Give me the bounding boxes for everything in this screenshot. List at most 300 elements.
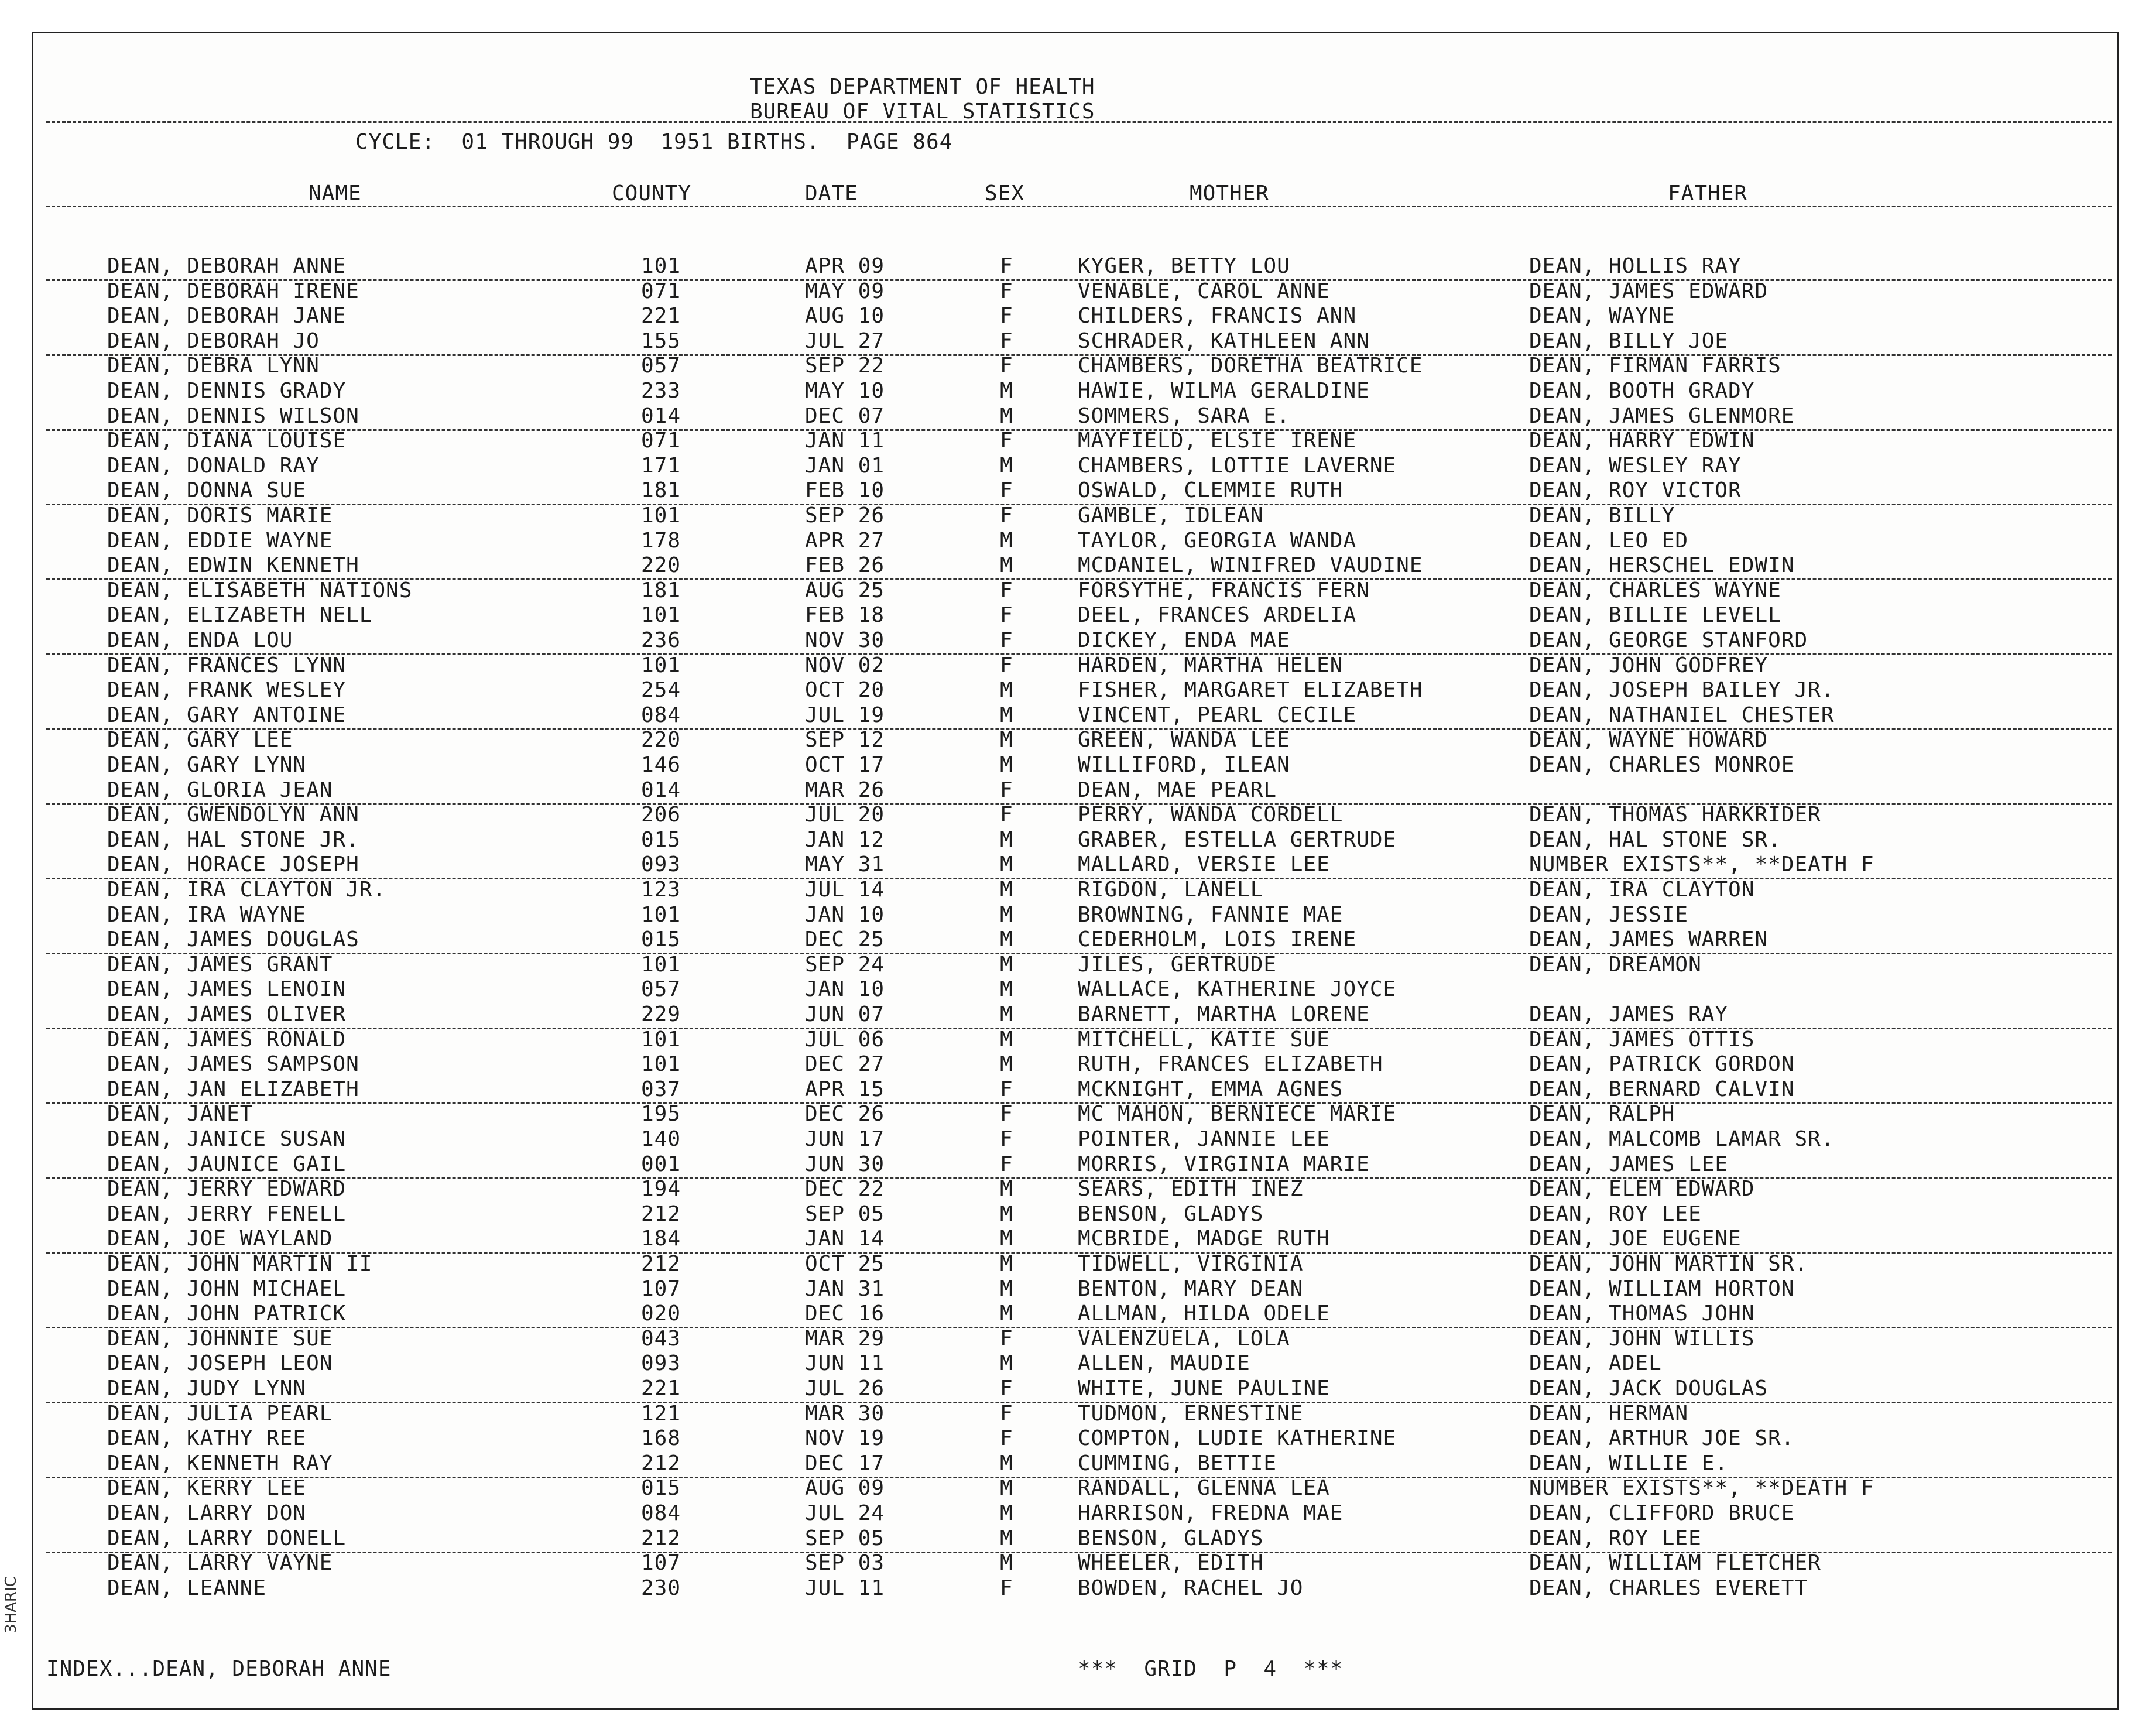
cell-sex: M: [1000, 728, 1013, 752]
cell-date: JUN 07: [805, 1002, 885, 1026]
cell-name: DEAN, HAL STONE JR.: [107, 827, 359, 852]
table-row: [33, 1228, 2117, 1253]
cell-mother: MCBRIDE, MADGE RUTH: [1078, 1227, 1330, 1251]
cell-father: NUMBER EXISTS**, **DEATH F: [1529, 1476, 1874, 1501]
cell-father: DEAN, WAYNE HOWARD: [1529, 728, 1769, 752]
cell-mother: MCKNIGHT, EMMA AGNES: [1078, 1077, 1344, 1101]
table-row: [33, 680, 2117, 704]
cell-sex: M: [1000, 1276, 1013, 1301]
cell-date: JUL 26: [805, 1377, 885, 1401]
cell-county: 254: [641, 678, 681, 703]
cell-sex: F: [1000, 254, 1013, 278]
cell-father: DEAN, FIRMAN FARRIS: [1529, 354, 1781, 378]
cell-date: DEC 17: [805, 1451, 885, 1475]
cell-name: DEAN, JAMES SAMPSON: [107, 1052, 359, 1077]
cell-name: DEAN, GARY LYNN: [107, 753, 307, 777]
cell-date: DEC 25: [805, 927, 885, 952]
cell-name: DEAN, KATHY REE: [107, 1426, 307, 1451]
cell-name: DEAN, LARRY VAYNE: [107, 1551, 333, 1576]
cell-mother: BROWNING, FANNIE MAE: [1078, 902, 1344, 927]
cell-sex: M: [1000, 852, 1013, 877]
cell-mother: CHAMBERS, DORETHA BEATRICE: [1078, 354, 1423, 378]
cell-county: 101: [641, 254, 681, 278]
cell-father: DEAN, RALPH: [1529, 1102, 1675, 1126]
cell-date: SEP 03: [805, 1551, 885, 1576]
cell-mother: CHAMBERS, LOTTIE LAVERNE: [1078, 453, 1397, 478]
cell-name: DEAN, JAMES OLIVER: [107, 1002, 347, 1026]
cell-date: MAY 31: [805, 852, 885, 877]
cell-name: DEAN, DEBORAH IRENE: [107, 279, 359, 303]
cell-name: DEAN, FRANCES LYNN: [107, 653, 347, 677]
cell-county: 093: [641, 1351, 681, 1376]
cell-sex: M: [1000, 1201, 1013, 1226]
cell-mother: WALLACE, KATHERINE JOYCE: [1078, 977, 1397, 1002]
cell-sex: F: [1000, 1377, 1013, 1401]
table-row: [33, 480, 2117, 505]
cell-name: DEAN, GARY LEE: [107, 728, 293, 752]
cell-name: DEAN, JANICE SUSAN: [107, 1127, 347, 1151]
cell-sex: M: [1000, 827, 1013, 852]
cell-county: 184: [641, 1227, 681, 1251]
cell-county: 101: [641, 902, 681, 927]
cell-mother: VINCENT, PEARL CECILE: [1078, 703, 1357, 727]
cell-county: 194: [641, 1177, 681, 1201]
cell-father: DEAN, JESSIE: [1529, 902, 1689, 927]
cell-sex: F: [1000, 1102, 1013, 1126]
cell-date: JUL 27: [805, 328, 885, 353]
table-row: [33, 979, 2117, 1004]
table-row: [33, 555, 2117, 580]
cell-county: 084: [641, 703, 681, 727]
cell-county: 015: [641, 1476, 681, 1501]
microfilm-page: [32, 32, 2119, 1710]
side-margin-mark: 3HARIC: [2, 1576, 20, 1634]
column-header-father: FATHER: [1668, 182, 1748, 206]
cell-sex: F: [1000, 1576, 1013, 1600]
cell-sex: M: [1000, 927, 1013, 952]
cell-mother: WILLIFORD, ILEAN: [1078, 753, 1290, 777]
cell-name: DEAN, ELIZABETH NELL: [107, 603, 373, 628]
cell-mother: PERRY, WANDA CORDELL: [1078, 803, 1344, 827]
cell-mother: KYGER, BETTY LOU: [1078, 254, 1290, 278]
cell-mother: VENABLE, CAROL ANNE: [1078, 279, 1330, 303]
table-row: [33, 1129, 2117, 1153]
cell-date: MAR 29: [805, 1326, 885, 1351]
cell-county: 168: [641, 1426, 681, 1451]
cell-county: 015: [641, 927, 681, 952]
cell-county: 071: [641, 429, 681, 453]
cell-date: MAR 30: [805, 1401, 885, 1426]
cell-name: DEAN, JOHNNIE SUE: [107, 1326, 333, 1351]
cell-father: DEAN, JAMES GLENMORE: [1529, 403, 1795, 428]
cell-mother: POINTER, JANNIE LEE: [1078, 1127, 1330, 1151]
cell-county: 146: [641, 753, 681, 777]
cell-mother: FISHER, MARGARET ELIZABETH: [1078, 678, 1423, 703]
cell-county: 195: [641, 1102, 681, 1126]
cell-sex: M: [1000, 878, 1013, 902]
cell-name: DEAN, DEBORAH JANE: [107, 304, 347, 328]
cell-mother: CHILDERS, FRANCIS ANN: [1078, 304, 1357, 328]
table-row: [33, 902, 2117, 929]
cell-date: JUN 11: [805, 1351, 885, 1376]
cell-father: DEAN, JOE EUGENE: [1529, 1227, 1742, 1251]
cell-county: 014: [641, 403, 681, 428]
cell-mother: MORRIS, VIRGINIA MARIE: [1078, 1152, 1370, 1176]
cell-date: JUL 14: [805, 878, 885, 902]
cell-father: DEAN, HERMAN: [1529, 1401, 1689, 1426]
cell-mother: HARRISON, FREDNA MAE: [1078, 1501, 1344, 1525]
cell-sex: M: [1000, 678, 1013, 703]
cell-father: DEAN, GEORGE STANFORD: [1529, 628, 1808, 652]
cell-county: 020: [641, 1302, 681, 1326]
cell-sex: F: [1000, 354, 1013, 378]
table-row: [33, 1054, 2117, 1078]
index-line: INDEX...DEAN, DEBORAH ANNE: [46, 1657, 392, 1681]
cell-county: 037: [641, 1077, 681, 1101]
cell-name: DEAN, JAMES DOUGLAS: [107, 927, 359, 952]
cell-father: DEAN, BILLIE LEVELL: [1529, 603, 1781, 628]
cell-name: DEAN, JAUNICE GAIL: [107, 1152, 347, 1176]
cell-sex: F: [1000, 1326, 1013, 1351]
cell-father: DEAN, HOLLIS RAY: [1529, 254, 1742, 278]
cell-sex: F: [1000, 279, 1013, 303]
cell-mother: TIDWELL, VIRGINIA: [1078, 1252, 1304, 1276]
cell-county: 212: [641, 1252, 681, 1276]
cell-sex: M: [1000, 403, 1013, 428]
cell-father: DEAN, THOMAS HARKRIDER: [1529, 803, 1821, 827]
table-row: [33, 256, 2117, 280]
cell-father: DEAN, ROY LEE: [1529, 1201, 1702, 1226]
cell-sex: M: [1000, 1052, 1013, 1077]
cell-father: DEAN, PATRICK GORDON: [1529, 1052, 1795, 1077]
cell-mother: FORSYTHE, FRANCIS FERN: [1078, 578, 1370, 602]
cell-sex: M: [1000, 902, 1013, 927]
table-row: [33, 605, 2117, 629]
table-row: [33, 281, 2117, 306]
cell-father: DEAN, JAMES LEE: [1529, 1152, 1729, 1176]
cell-date: NOV 30: [805, 628, 885, 652]
cell-father: DEAN, JOHN MARTIN SR.: [1529, 1252, 1808, 1276]
cell-name: DEAN, GLORIA JEAN: [107, 778, 333, 802]
cell-name: DEAN, JAMES LENOIN: [107, 977, 347, 1002]
cell-father: DEAN, ROY VICTOR: [1529, 478, 1742, 503]
cell-sex: F: [1000, 504, 1013, 528]
cell-county: 155: [641, 328, 681, 353]
cell-date: FEB 26: [805, 553, 885, 578]
cell-date: JAN 11: [805, 429, 885, 453]
cell-county: 178: [641, 528, 681, 553]
agency-title: TEXAS DEPARTMENT OF HEALTH: [750, 75, 1095, 99]
cell-sex: F: [1000, 653, 1013, 677]
table-row: [33, 1254, 2117, 1278]
table-row: [33, 505, 2117, 530]
cell-father: DEAN, NATHANIEL CHESTER: [1529, 703, 1835, 727]
column-header-sex: SEX: [985, 182, 1025, 206]
cell-date: SEP 05: [805, 1526, 885, 1550]
cell-date: MAY 09: [805, 279, 885, 303]
cell-father: DEAN, CHARLES WAYNE: [1529, 578, 1781, 602]
table-row: [33, 328, 2117, 355]
cell-date: JAN 10: [805, 902, 885, 927]
cell-date: SEP 24: [805, 952, 885, 977]
cell-sex: M: [1000, 1177, 1013, 1201]
cell-father: DEAN, MALCOMB LAMAR SR.: [1529, 1127, 1835, 1151]
table-row: [33, 355, 2117, 380]
cell-mother: ALLMAN, HILDA ODELE: [1078, 1302, 1330, 1326]
cell-county: 015: [641, 827, 681, 852]
cell-sex: F: [1000, 328, 1013, 353]
table-row: [33, 1478, 2117, 1502]
cell-date: MAR 26: [805, 778, 885, 802]
table-row: [33, 381, 2117, 405]
table-row: [33, 1004, 2117, 1029]
table-row: [33, 1276, 2117, 1303]
cell-county: 212: [641, 1451, 681, 1475]
cell-mother: MALLARD, VERSIE LEE: [1078, 852, 1330, 877]
cell-date: JUL 24: [805, 1501, 885, 1525]
table-row: [33, 705, 2117, 730]
cell-sex: F: [1000, 478, 1013, 503]
cell-mother: HARDEN, MARTHA HELEN: [1078, 653, 1344, 677]
cell-county: 206: [641, 803, 681, 827]
cell-father: DEAN, JAMES WARREN: [1529, 927, 1769, 952]
cell-mother: VALENZUELA, LOLA: [1078, 1326, 1290, 1351]
cell-date: DEC 27: [805, 1052, 885, 1077]
cell-father: NUMBER EXISTS**, **DEATH F: [1529, 852, 1874, 877]
cell-mother: CEDERHOLM, LOIS IRENE: [1078, 927, 1357, 952]
cell-father: DEAN, JOHN WILLIS: [1529, 1326, 1755, 1351]
cell-county: 084: [641, 1501, 681, 1525]
cell-name: DEAN, JOHN PATRICK: [107, 1302, 347, 1326]
cell-mother: GREEN, WANDA LEE: [1078, 728, 1290, 752]
table-row: [33, 530, 2117, 555]
cell-father: DEAN, BERNARD CALVIN: [1529, 1077, 1795, 1101]
cell-father: DEAN, HARRY EDWIN: [1529, 429, 1755, 453]
table-row: [33, 430, 2117, 455]
cell-county: 107: [641, 1551, 681, 1576]
table-row: [33, 1503, 2117, 1528]
table-row: [33, 1428, 2117, 1453]
cell-name: DEAN, JERRY FENELL: [107, 1201, 347, 1226]
cell-name: DEAN, LEANNE: [107, 1576, 267, 1600]
cell-sex: M: [1000, 528, 1013, 553]
cell-father: DEAN, CHARLES MONROE: [1529, 753, 1795, 777]
cell-mother: WHEELER, EDITH: [1078, 1551, 1264, 1576]
table-row: [33, 1528, 2117, 1553]
table-row: [33, 1303, 2117, 1328]
cell-name: DEAN, GWENDOLYN ANN: [107, 803, 359, 827]
table-row: [33, 1403, 2117, 1428]
cell-father: DEAN, ROY LEE: [1529, 1526, 1702, 1550]
cell-name: DEAN, HORACE JOSEPH: [107, 852, 359, 877]
table-row: [33, 827, 2117, 854]
cell-father: DEAN, WILLIAM HORTON: [1529, 1276, 1795, 1301]
cell-name: DEAN, JAMES GRANT: [107, 952, 333, 977]
cell-date: APR 09: [805, 254, 885, 278]
cell-sex: M: [1000, 1027, 1013, 1052]
column-header-name: NAME: [309, 182, 362, 206]
cell-county: 181: [641, 578, 681, 602]
cell-date: JAN 12: [805, 827, 885, 852]
cell-mother: MITCHELL, KATIE SUE: [1078, 1027, 1330, 1052]
cell-county: 121: [641, 1401, 681, 1426]
table-row: [33, 453, 2117, 480]
cell-sex: F: [1000, 578, 1013, 602]
cell-name: DEAN, JOHN MARTIN II: [107, 1252, 373, 1276]
cell-father: DEAN, JAMES EDWARD: [1529, 279, 1769, 303]
cell-sex: M: [1000, 1551, 1013, 1576]
cell-name: DEAN, JOSEPH LEON: [107, 1351, 333, 1376]
cell-sex: M: [1000, 703, 1013, 727]
cell-date: DEC 26: [805, 1102, 885, 1126]
cell-father: DEAN, BOOTH GRADY: [1529, 379, 1755, 403]
cell-father: DEAN, WAYNE: [1529, 304, 1675, 328]
cell-name: DEAN, EDDIE WAYNE: [107, 528, 333, 553]
table-row: [33, 1201, 2117, 1228]
cell-name: DEAN, LARRY DON: [107, 1501, 307, 1525]
cell-mother: COMPTON, LUDIE KATHERINE: [1078, 1426, 1397, 1451]
table-row: [33, 929, 2117, 954]
cell-date: JUL 06: [805, 1027, 885, 1052]
cell-father: DEAN, WESLEY RAY: [1529, 453, 1742, 478]
cell-mother: ALLEN, MAUDIE: [1078, 1351, 1250, 1376]
cell-name: DEAN, KENNETH RAY: [107, 1451, 333, 1475]
cell-father: DEAN, DREAMON: [1529, 952, 1702, 977]
cell-mother: GAMBLE, IDLEAN: [1078, 504, 1264, 528]
cell-sex: F: [1000, 1401, 1013, 1426]
grid-reference: *** GRID P 4 ***: [1078, 1657, 1344, 1681]
cell-date: APR 15: [805, 1077, 885, 1101]
cell-sex: F: [1000, 1152, 1013, 1176]
cell-father: DEAN, LEO ED: [1529, 528, 1689, 553]
cell-sex: M: [1000, 753, 1013, 777]
cell-mother: WHITE, JUNE PAULINE: [1078, 1377, 1330, 1401]
cell-name: DEAN, DEBRA LYNN: [107, 354, 320, 378]
cell-name: DEAN, DORIS MARIE: [107, 504, 333, 528]
cell-county: 123: [641, 878, 681, 902]
table-row: [33, 1578, 2117, 1603]
cell-county: 181: [641, 478, 681, 503]
cell-name: DEAN, JAN ELIZABETH: [107, 1077, 359, 1101]
cell-date: JAN 01: [805, 453, 885, 478]
cell-name: DEAN, ENDA LOU: [107, 628, 293, 652]
cell-date: JUN 30: [805, 1152, 885, 1176]
cell-father: DEAN, BILLY JOE: [1529, 328, 1729, 353]
cell-father: DEAN, ARTHUR JOE SR.: [1529, 1426, 1795, 1451]
table-row: [33, 804, 2117, 829]
cell-sex: M: [1000, 1526, 1013, 1550]
cell-county: 140: [641, 1127, 681, 1151]
cell-name: DEAN, DEBORAH ANNE: [107, 254, 347, 278]
cell-sex: M: [1000, 379, 1013, 403]
cell-county: 220: [641, 553, 681, 578]
cell-date: OCT 20: [805, 678, 885, 703]
cell-father: DEAN, ELEM EDWARD: [1529, 1177, 1755, 1201]
cell-county: 230: [641, 1576, 681, 1600]
cell-date: JUL 19: [805, 703, 885, 727]
cell-mother: JILES, GERTRUDE: [1078, 952, 1277, 977]
cell-county: 221: [641, 1377, 681, 1401]
cell-sex: F: [1000, 603, 1013, 628]
table-row: [33, 854, 2117, 879]
cell-date: DEC 07: [805, 403, 885, 428]
cell-mother: DEAN, MAE PEARL: [1078, 778, 1277, 802]
cell-county: 101: [641, 504, 681, 528]
cell-name: DEAN, DEBORAH JO: [107, 328, 320, 353]
cell-name: DEAN, IRA WAYNE: [107, 902, 307, 927]
table-row: [33, 1328, 2117, 1353]
cell-date: JAN 31: [805, 1276, 885, 1301]
cell-county: 171: [641, 453, 681, 478]
cell-date: OCT 25: [805, 1252, 885, 1276]
cell-date: JAN 14: [805, 1227, 885, 1251]
cell-date: SEP 22: [805, 354, 885, 378]
cell-name: DEAN, JOHN MICHAEL: [107, 1276, 347, 1301]
cell-sex: M: [1000, 453, 1013, 478]
cell-sex: M: [1000, 1501, 1013, 1525]
table-row: [33, 879, 2117, 904]
cell-mother: GRABER, ESTELLA GERTRUDE: [1078, 827, 1397, 852]
cell-date: JUN 17: [805, 1127, 885, 1151]
table-row: [33, 755, 2117, 779]
cell-county: 101: [641, 1027, 681, 1052]
cell-name: DEAN, EDWIN KENNETH: [107, 553, 359, 578]
table-row: [33, 1154, 2117, 1179]
cell-date: MAY 10: [805, 379, 885, 403]
cell-date: SEP 12: [805, 728, 885, 752]
cell-father: DEAN, JAMES OTTIS: [1529, 1027, 1755, 1052]
cell-father: DEAN, WILLIAM FLETCHER: [1529, 1551, 1821, 1576]
cell-mother: TUDMON, ERNESTINE: [1078, 1401, 1304, 1426]
cell-mother: RANDALL, GLENNA LEA: [1078, 1476, 1330, 1501]
cell-mother: SEARS, EDITH INEZ: [1078, 1177, 1304, 1201]
cell-date: AUG 25: [805, 578, 885, 602]
cell-name: DEAN, DENNIS GRADY: [107, 379, 347, 403]
cell-mother: DICKEY, ENDA MAE: [1078, 628, 1290, 652]
cell-date: NOV 19: [805, 1426, 885, 1451]
cell-sex: F: [1000, 1077, 1013, 1101]
column-header-county: COUNTY: [612, 182, 692, 206]
cell-sex: F: [1000, 1426, 1013, 1451]
cell-date: FEB 10: [805, 478, 885, 503]
cell-sex: F: [1000, 628, 1013, 652]
cell-mother: RIGDON, LANELL: [1078, 878, 1264, 902]
cell-date: DEC 16: [805, 1302, 885, 1326]
cell-date: AUG 09: [805, 1476, 885, 1501]
cell-mother: BOWDEN, RACHEL JO: [1078, 1576, 1304, 1600]
cell-father: DEAN, THOMAS JOHN: [1529, 1302, 1755, 1326]
cell-county: 212: [641, 1526, 681, 1550]
cell-county: 221: [641, 304, 681, 328]
cell-mother: SOMMERS, SARA E.: [1078, 403, 1290, 428]
cell-date: DEC 22: [805, 1177, 885, 1201]
table-row: [33, 403, 2117, 430]
cell-mother: HAWIE, WILMA GERALDINE: [1078, 379, 1370, 403]
table-row: [33, 1104, 2117, 1128]
table-row: [33, 1553, 2117, 1577]
bureau-title: BUREAU OF VITAL STATISTICS: [750, 100, 1095, 124]
table-row: [33, 306, 2117, 330]
cell-date: NOV 02: [805, 653, 885, 677]
cell-father: DEAN, ADEL: [1529, 1351, 1662, 1376]
cell-county: 014: [641, 778, 681, 802]
table-row: [33, 1179, 2117, 1203]
cell-county: 101: [641, 952, 681, 977]
table-row: [33, 580, 2117, 605]
cell-county: 236: [641, 628, 681, 652]
table-row: [33, 1453, 2117, 1478]
cell-mother: BENTON, MARY DEAN: [1078, 1276, 1304, 1301]
